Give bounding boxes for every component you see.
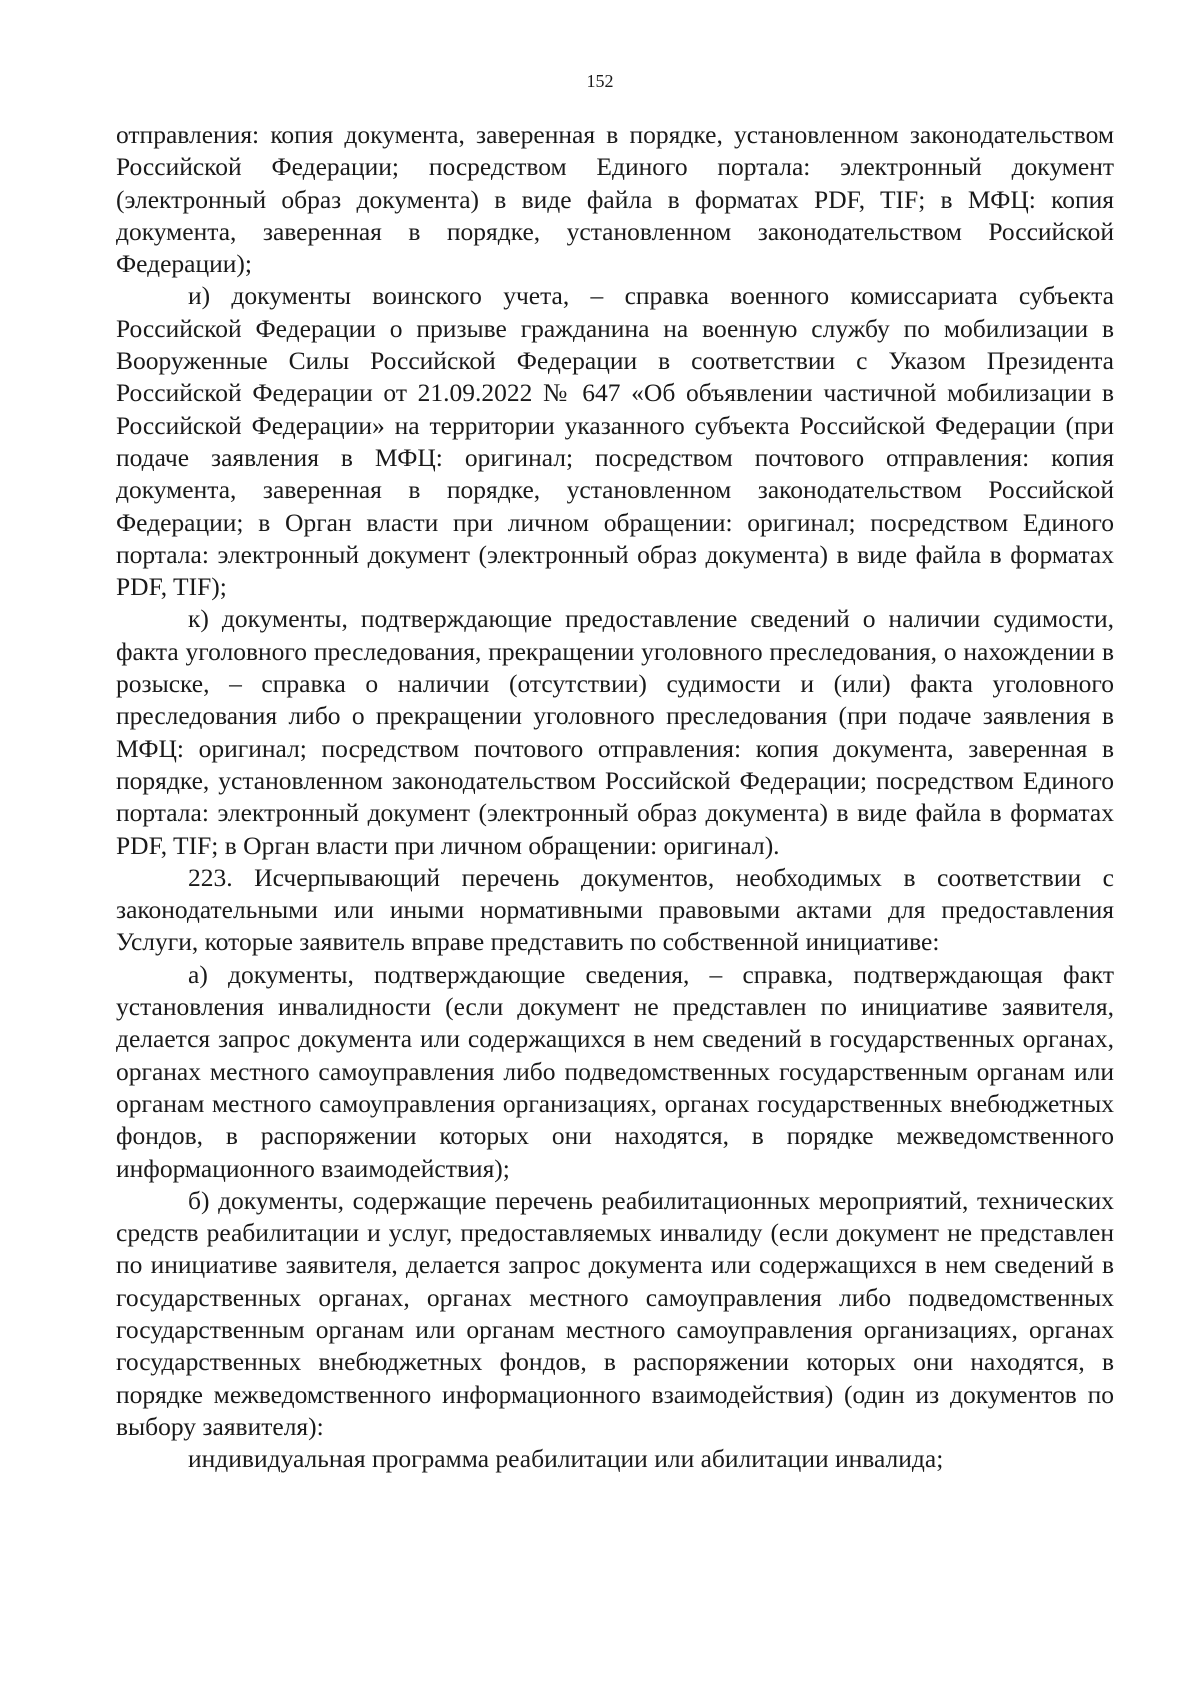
paragraph-223: 223. Исчерпывающий перечень документов, необходимых в соответствии с законодательными или иными нормативными правовыми актами для предоставления Услуги, которые заявитель вправе представить по собственной инициативе: [116, 862, 1114, 957]
paragraph-item-a: а) документы, подтверждающие сведения, – справка, подтверждающая факт установления инвалидности (если документ не представлен по инициативе заявителя, делается запрос документа или содержащихся в нем сведений в государственных органах, органах местного самоуправления либо подведомственных государственным органам или органам местного самоуправления организациях, органах государственных внебюджетных фондов, в распоряжении которых они находятся, в порядке межведомственного информационного взаимодействия); [116, 959, 1114, 1183]
paragraph-item-k: к) документы, подтверждающие предоставление сведений о наличии судимости, факта уголовного преследования, прекращении уголовного преследования, о нахождении в розыске, – справка о наличии (отсутствии) судимости и (или) факта уголовного преследования либо о прекращении уголовного преследования (при подаче заявления в МФЦ: оригинал; посредством почтового отправления: копия документа, заверенная в порядке, установленном законодательством Российской Федерации; посредством Единого портала: электронный документ (электронный образ документа) в виде файла в форматах PDF, TIF; в Орган власти при личном обращении: оригинал). [116, 604, 1114, 860]
paragraph-item-i: и) документы воинского учета, – справка военного комиссариата субъекта Российской Федерации о призыве гражданина на военную службу по мобилизации в Вооруженные Силы Российской Федерации в соответствии с Указом Президента Российской Федерации от 21.09.2022 № 647 «Об объявлении частичной мобилизации в Российской Федерации» на территории указанного субъекта Российской Федерации (при подаче заявления в МФЦ: оригинал; посредством почтового отправления: копия документа, заверенная в порядке, установленном законодательством Российской Федерации; в Орган власти при личном обращении: оригинал; посредством Единого портала: электронный документ (электронный образ документа) в виде файла в форматах PDF, TIF); [116, 281, 1114, 602]
document-body [116, 119, 1114, 1475]
paragraph-item-b: б) документы, содержащие перечень реабилитационных мероприятий, технических средств реабилитации и услуг, предоставляемых инвалиду (если документ не представлен по инициативе заявителя, делается запрос документа или содержащихся в нем сведений в государственных органах, органах местного самоуправления либо подведомственных государственным органам или органам местного самоуправления организациях, органах государственных внебюджетных фондов, в распоряжении которых они находятся, в порядке межведомственного информационного взаимодействия) (один из документов по выбору заявителя): [116, 1185, 1114, 1441]
page-number: 152 [586, 71, 614, 91]
paragraph-continuation: отправления: копия документа, заверенная в порядке, установленном законодательством Российской Федерации; посредством Единого портала: электронный документ (электронный образ документа) в виде файла в форматах PDF, TIF; в МФЦ: копия документа, заверенная в порядке, установленном законодательством Российской Федерации); [116, 120, 1114, 279]
paragraph-list-entry: индивидуальная программа реабилитации или абилитации инвалида; [188, 1444, 944, 1474]
